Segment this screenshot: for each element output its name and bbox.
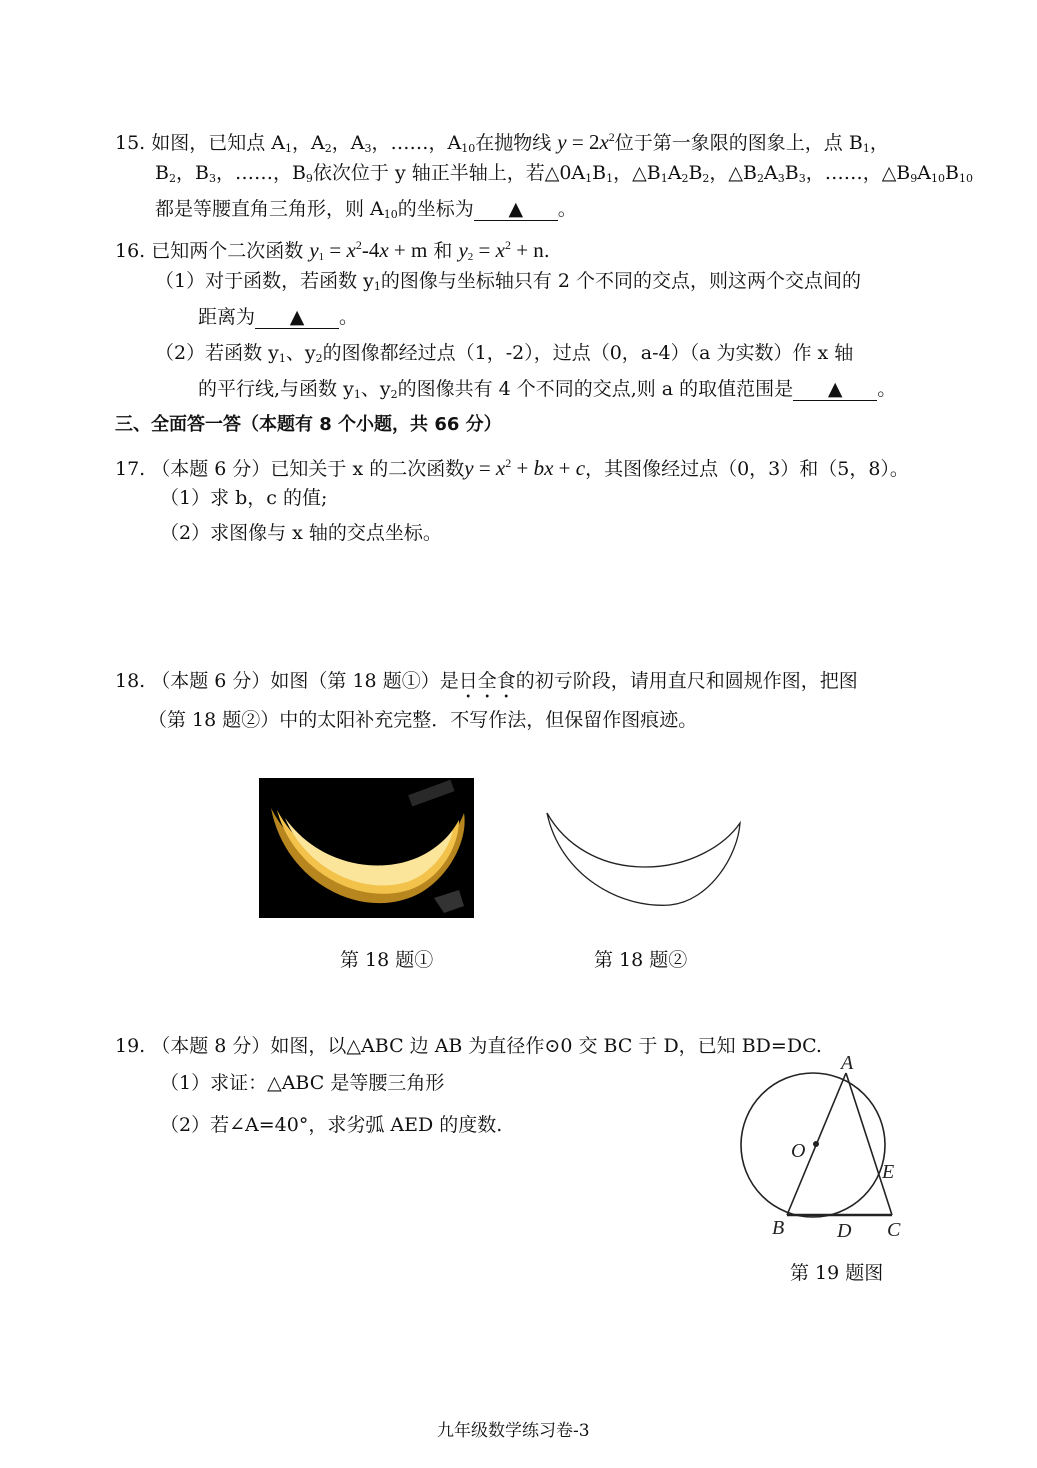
q15-text: 位于第一象限的图象上，点 B xyxy=(614,132,863,154)
q15-text: ，……，B xyxy=(215,162,306,184)
q16-formula-y1: $y_1 = x^2-4x + m$ xyxy=(309,238,428,263)
q15-text: ，A xyxy=(331,132,365,154)
q15-text: 依次位于 y 轴正半轴上，若△0A xyxy=(312,162,586,184)
q15-line1: 15. 如图，已知点 $A_1$，$A_2$，$A_3$，……，$A_{10}$在抛物线 $y = 2x^2$位于第一象限的图象上，点 $B_1$， xyxy=(115,130,889,155)
q16-text: （2）若函数 y xyxy=(155,342,279,364)
q16-text: 和 xyxy=(433,240,453,262)
q19-part2: （2）若∠A=40°，求劣弧 AED 的度数. xyxy=(160,1114,503,1136)
answer-blank[interactable]: ▲ xyxy=(793,378,877,401)
q17-part1: （1）求 b，c 的值; xyxy=(160,487,328,509)
q17-part2: （2）求图像与 x 轴的交点坐标。 xyxy=(160,522,442,544)
q15-text: 在抛物线 xyxy=(475,132,552,154)
crescent-outline xyxy=(540,805,745,915)
q18-line2: （第 18 题②）中的太阳补充完整．不写作法，但保留作图痕迹。 xyxy=(148,709,698,731)
q17-formula: $y = x^2$ + bx + c xyxy=(464,456,586,480)
q19-line1 xyxy=(115,1033,822,1059)
q16-part1-line1: （1）对于函数，若函数 $y_1$的图像与坐标轴只有 2 个不同的交点，则这两个交点间的 xyxy=(155,270,862,293)
q16-line1 xyxy=(115,232,550,270)
q16-part2-line2: 的平行线,与函数 $y_1$、$y_2$的图像共有 4 个不同的交点,则 a 的取值范围是 ▲ 。 xyxy=(198,378,897,401)
q16-text: 的图像共有 4 个不同的交点,则 a 的取值范围是 xyxy=(397,378,794,400)
q18-text: （本题 6 分）如图（第 18 题①）是 xyxy=(151,670,459,692)
q15-text: B xyxy=(784,162,799,184)
q15-text: B xyxy=(592,162,607,184)
q15-text: ， xyxy=(869,132,889,154)
figure-caption-18-1: 第 18 题① xyxy=(340,949,434,971)
answer-blank[interactable]: ▲ xyxy=(474,198,558,221)
q16-text: 距离为 xyxy=(198,306,256,328)
center-point xyxy=(813,1141,819,1147)
q15-text: ，B xyxy=(175,162,209,184)
q15-text: B xyxy=(945,162,959,184)
q15-text: ，……，△B xyxy=(805,162,911,184)
q18-text: 的初亏阶段，请用直尺和圆规作图，把图 xyxy=(515,670,858,692)
q16-part1-line2 xyxy=(198,304,358,330)
q16-part2-line1: （2）若函数 $y_1$、$y_2$的图像都经过点（1，-2），过点（0，a-4）（a 为实数）作 x 轴 xyxy=(155,342,854,365)
q16-text: 、y xyxy=(360,378,391,400)
label-d: D xyxy=(837,1220,852,1242)
label-c: C xyxy=(887,1219,901,1241)
q19-part1: （1）求证：△ABC 是等腰三角形 xyxy=(160,1072,445,1094)
q15-text: A xyxy=(917,162,931,184)
figure-caption-18-2: 第 18 题② xyxy=(594,949,688,971)
q15-text: B xyxy=(688,162,703,184)
label-b: B xyxy=(772,1217,785,1239)
q15-number: 15. xyxy=(115,132,146,154)
q16-number: 16. xyxy=(115,240,146,262)
page-footer: 九年级数学练习卷-3 xyxy=(437,1421,590,1441)
q15-text: 。 xyxy=(557,198,577,220)
q15-formula: $y = 2x^2$ xyxy=(557,130,615,154)
q15-text: ，……，A xyxy=(371,132,462,154)
q16-text: 、y xyxy=(285,342,316,364)
q19-text: （本题 8 分）如图，以△ABC 边 AB 为直径作⊙0 交 BC 于 D，已知 BD=DC. xyxy=(151,1035,822,1057)
eclipse-photo xyxy=(259,778,474,918)
q16-text: . xyxy=(543,240,550,262)
label-o: O xyxy=(791,1140,806,1162)
q15-line3: 都是等腰直角三角形，则 $A_{10}$的坐标为 ▲ 。 xyxy=(155,198,577,221)
q15-text: 都是等腰直角三角形，则 A xyxy=(155,198,384,220)
q16-text: 的平行线,与函数 y xyxy=(198,378,354,400)
q15-text: ，A xyxy=(292,132,325,154)
q16-text: 。 xyxy=(877,378,897,400)
answer-blank[interactable]: ▲ xyxy=(255,306,339,329)
figure-caption-19: 第 19 题图 xyxy=(790,1262,884,1284)
label-a: A xyxy=(841,1052,854,1074)
q15-text: B xyxy=(155,162,169,184)
q19-number: 19. xyxy=(115,1035,146,1057)
circle-o xyxy=(741,1073,885,1217)
q16-text: 已知两个二次函数 xyxy=(151,240,304,262)
q16-text: （1）对于函数，若函数 y xyxy=(155,270,374,292)
q17-text: ，其图像经过点（0，3）和（5，8）。 xyxy=(585,458,909,480)
q17-text: （本题 6 分）已知关于 x 的二次函数 xyxy=(151,458,465,480)
q17-line1 xyxy=(115,450,909,482)
circle-triangle-figure xyxy=(735,1045,915,1250)
q15-text: ，△B xyxy=(709,162,757,184)
q15-text: ，△B xyxy=(613,162,661,184)
q15-text: 如图，已知点 A xyxy=(151,132,286,154)
q18-emphasis: 日全食 xyxy=(458,670,516,692)
q18-number: 18. xyxy=(115,670,146,692)
label-e: E xyxy=(882,1161,895,1183)
q15-line2: $B_2$，$B_3$，……，$B_9$依次位于 y 轴正半轴上，若$\triangle 0A_1B_1$，$\triangle B_1A_2B_2$，$\triangle B_2A_3B_3$，……，$\triangle B_9A_{10}B_{10}$ xyxy=(155,162,973,185)
q18-line1 xyxy=(115,668,858,703)
section-heading: 三、全面答一答（本题有 8 个小题，共 66 分） xyxy=(115,414,502,435)
q16-text: 的图像都经过点（1，-2），过点（0，a-4）（a 为实数）作 x 轴 xyxy=(322,342,854,364)
q16-text: 。 xyxy=(339,306,359,328)
q16-formula-y2: $y_2 = x^2 + n$ xyxy=(458,238,544,263)
q15-text: 的坐标为 xyxy=(397,198,474,220)
q15-text: A xyxy=(763,162,778,184)
q15-text: A xyxy=(667,162,682,184)
q17-number: 17. xyxy=(115,458,146,480)
q16-text: 的图像与坐标轴只有 2 个不同的交点，则这两个交点间的 xyxy=(380,270,862,292)
